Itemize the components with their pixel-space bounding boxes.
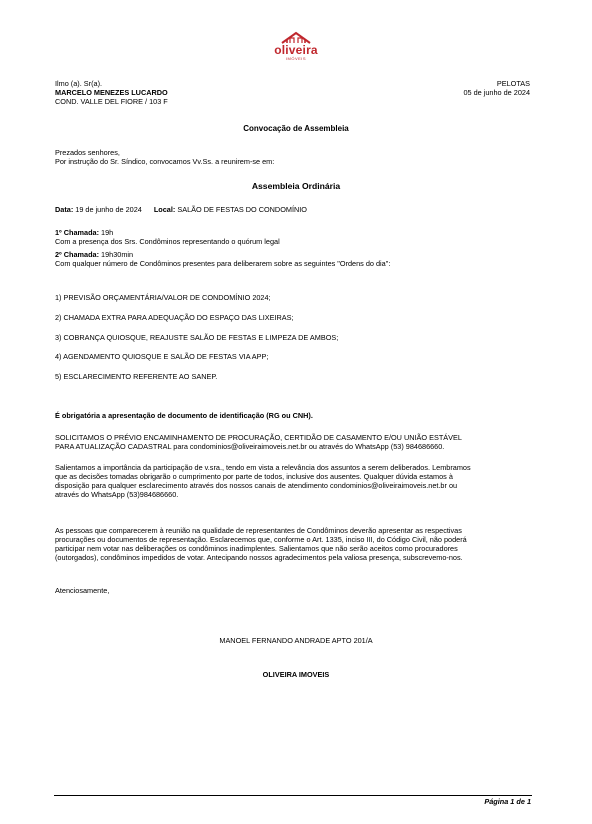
representatives-line: participar nem votar nas deliberações os condôminos inadimplentes. Salientamos que não serão aceitos como procuradores: [55, 544, 458, 553]
intro-text: Por instrução do Sr. Síndico, convocamos Vv.Ss. a reunirem-se em:: [55, 157, 275, 166]
agenda-item: 2) CHAMADA EXTRA PARA ADEQUAÇÃO DO ESPAÇO DAS LIXEIRAS;: [55, 313, 294, 322]
closing: Atenciosamente,: [55, 586, 110, 595]
agenda-item: 5) ESCLARECIMENTO REFERENTE AO SANEP.: [55, 372, 218, 381]
first-call: [55, 228, 113, 237]
date-value: 19 de junho de 2024: [73, 205, 142, 214]
importance-line: Salientamos a importância da participação de v.sra., tendo em vista a relevância dos assuntos a serem deliberados. Lembramos: [55, 463, 471, 472]
company-logo: [268, 30, 324, 64]
importance-line: disposição para qualquer esclarecimento através dos nossos canais de atendimento condominios@oliveiraimoveis.net.br ou: [55, 481, 458, 490]
importance-line: que as decisões tomadas obrigarão o cumprimento por parte de todos, inclusive dos ausentes. Qualquer dúvida estamos à: [55, 472, 453, 481]
representatives-line: (outorgados), condôminos impedidos de votar. Antecipando nossos agradecimentos pela valiosa presença, subscrevemo-nos.: [55, 553, 463, 562]
assembly-subtitle: Assembleia Ordinária: [251, 181, 341, 191]
first-call-time: 19h: [99, 228, 114, 237]
second-call: [55, 250, 133, 259]
request-notice-line: SOLICITAMOS O PRÉVIO ENCAMINHAMENTO DE PROCURAÇÃO, CERTIDÃO DE CASAMENTO E/OU UNIÃO ESTÁVEL: [55, 433, 462, 442]
company-name: OLIVEIRA IMOVEIS: [262, 670, 330, 679]
id-notice: É obrigatória a apresentação de documento de identificação (RG ou CNH).: [55, 411, 313, 420]
meeting-date-local: [55, 205, 307, 214]
page-title: Convocação de Assembleia: [243, 124, 349, 133]
second-call-description: Com qualquer número de Condôminos presentes para deliberarem sobre as seguintes "Ordens do dia":: [55, 259, 391, 268]
page-number: Página 1 de 1: [484, 797, 531, 806]
agenda-item: 1) PREVISÃO ORÇAMENTÁRIA/VALOR DE CONDOMÍNIO 2024;: [55, 293, 271, 302]
date-label: Data:: [55, 205, 74, 214]
footer-divider: [54, 795, 532, 796]
second-call-time: 19h30min: [99, 250, 134, 259]
city: PELOTAS: [496, 79, 530, 88]
local-value: SALÃO DE FESTAS DO CONDOMÍNIO: [175, 205, 307, 214]
signatory: MANOEL FERNANDO ANDRADE APTO 201/A: [219, 636, 373, 645]
agenda-item: 3) COBRANÇA QUIOSQUE, REAJUSTE SALÃO DE FESTAS E LIMPEZA DE AMBOS;: [55, 333, 339, 342]
second-call-label: 2º Chamada:: [55, 250, 100, 259]
agenda-item: 4) AGENDAMENTO QUIOSQUE E SALÃO DE FESTAS VIA APP;: [55, 352, 269, 361]
logo-tagline: IMÓVEIS: [285, 56, 307, 61]
letter-date: 05 de junho de 2024: [463, 88, 530, 97]
representatives-line: procurações ou documentos de representação. Esclarecemos que, conforme o Art. 1335, inciso III, do Código Civil, não poderá: [55, 535, 467, 544]
recipient-name: MARCELO MENEZES LUCARDO: [55, 88, 168, 97]
recipient-unit: COND. VALLE DEL FIORE / 103 F: [55, 97, 168, 106]
logo-wordmark: oliveira: [274, 43, 318, 57]
representatives-line: As pessoas que comparecerem à reunião na qualidade de representantes de Condôminos deverão apresentar as respectivas: [55, 526, 462, 535]
request-notice-line: PARA ATUALIZAÇÃO CADASTRAL para condominios@oliveiraimoveis.net.br ou através do WhatsApp (53) 984686660.: [55, 442, 445, 451]
recipient-salutation: Ilmo (a). Sr(a).: [55, 79, 103, 88]
first-call-description: Com a presença dos Srs. Condôminos representando o quórum legal: [55, 237, 280, 246]
local-label: Local:: [153, 205, 176, 214]
first-call-label: 1º Chamada:: [55, 228, 100, 237]
importance-line: através do WhatsApp (53)984686660.: [55, 490, 179, 499]
greeting: Prezados senhores,: [55, 148, 120, 157]
